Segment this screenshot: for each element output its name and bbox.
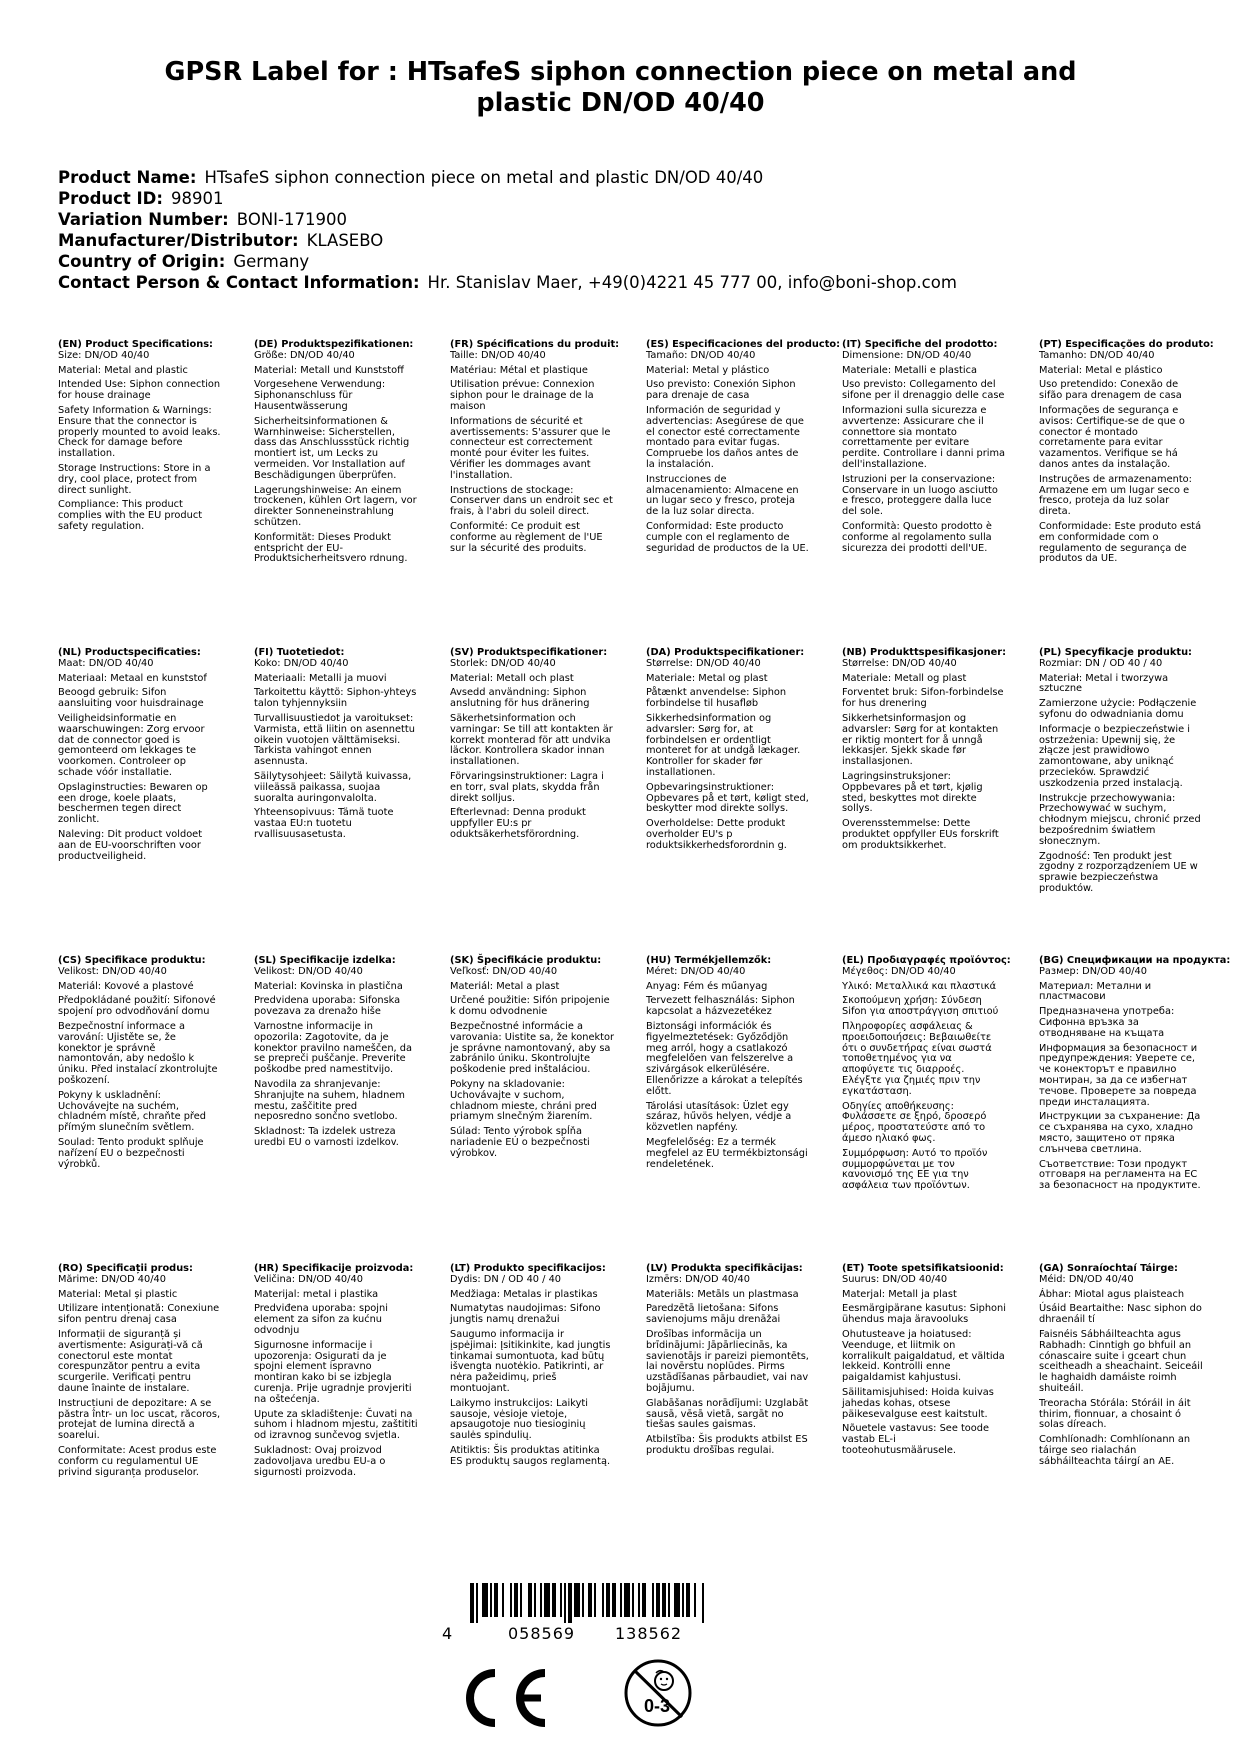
spec-section: [1039, 339, 1214, 569]
barcode-group-left: 058569: [508, 1624, 576, 1643]
spec-paragraph: Taille: DN/OD 40/40: [450, 349, 546, 361]
info-row: [58, 251, 1208, 272]
spec-paragraph: Material: Metall und Kunststoff: [254, 364, 404, 376]
spec-heading: (EL) Προδιαγραφές προϊόντος:: [842, 955, 1011, 966]
spec-section: [646, 648, 810, 856]
info-row: [58, 188, 1208, 209]
spec-paragraph: Saugumo informacija ir įspėjimai: Įsitikinkite, kad jungtis tinkamai sumontuota, kad būtų išvengta nuotėkio. Patikrinti, ar nėra pažeidimų, prieš montuojant.: [450, 1328, 611, 1394]
barcode-digit-first: 4: [442, 1624, 453, 1643]
barcode-bar: [534, 1583, 536, 1617]
spec-paragraph: Υλικό: Μεταλλικά και πλαστικά: [842, 980, 997, 992]
spec-paragraph: Sikkerhedsinformation og advarsler: Sørg for, at forbindelsen er ordentligt monteret for at undgå lækager. Kontroller for skader før installationen.: [646, 712, 801, 778]
spec-paragraph: Beoogd gebruik: Sifon aansluiting voor huisdrainage: [58, 687, 204, 710]
spec-paragraph: Safety Information & Warnings: Ensure that the connector is properly mounted to avoid leaks. Check for damage before installation.: [58, 404, 221, 460]
spec-paragraph: Lagringsinstruksjoner: Oppbevares på et tørt, kjølig sted, beskyttes mot direkte sollys.: [842, 770, 983, 815]
spec-paragraph: Izmērs: DN/OD 40/40: [646, 1273, 750, 1285]
barcode-bar: [574, 1583, 580, 1617]
spec-paragraph: Forventet bruk: Sifon-forbindelse for hus drenering: [842, 687, 1004, 710]
spec-paragraph: Opslaginstructies: Bewaren op een droge, koele plaats, beschermen tegen direct zonlicht.: [58, 781, 208, 826]
spec-paragraph: Informations de sécurité et avertissements: S'assurer que le connecteur est correctement monté pour éviter les fuites. Vérifier les dommages avant l'installation.: [450, 415, 611, 481]
spec-paragraph: Säilitamisjuhised: Hoida kuivas jahedas kohas, otsese päikesevalguse eest kaitstult.: [842, 1386, 994, 1420]
spec-paragraph: Nõuetele vastavus: See toode vastab EL-i tooteohutusmäärusele.: [842, 1423, 990, 1456]
spec-paragraph: Maat: DN/OD 40/40: [58, 657, 154, 669]
spec-paragraph: Velikost: DN/OD 40/40: [58, 965, 167, 977]
spec-heading: (SK) Špecifikácie produktu:: [450, 955, 602, 966]
spec-paragraph: Material: Metal y plástico: [646, 364, 770, 376]
spec-paragraph: Информация за безопасност и предупреждения: Уверете се, че конекторът е правилно монтиран, за да се избегнат течове. Проверете за повреда преди инсталацията.: [1039, 1042, 1198, 1108]
spec-paragraph: Storlek: DN/OD 40/40: [450, 657, 556, 669]
spec-paragraph: Biztonsági információk és figyelmeztetések: Győződjön meg arról, hogy a csatlakozó megfelelően van felszerelve a szivárgások elkerülésére. Ellenőrizze a károkat a telepítés előtt.: [646, 1020, 803, 1097]
barcode-bar: [594, 1583, 596, 1617]
spec-paragraph: Paredzētā lietošana: Sifons savienojums māju drenāžai: [646, 1303, 781, 1326]
spec-paragraph: Upute za skladištenje: Čuvati na suhom i hladnom mjestu, zaštititi od izravnog sunčevog svjetla.: [254, 1408, 418, 1442]
spec-paragraph: Conformidade: Este produto está em conformidade com o regulamento de segurança de produtos da UE.: [1039, 520, 1202, 565]
spec-paragraph: Overensstemmelse: Dette produktet oppfyller EUs forskrift om produktsikkerhet.: [842, 818, 999, 851]
spec-paragraph: Súlad: Tento výrobok spĺňa nariadenie EÚ o bezpečnosti výrobkov.: [450, 1126, 590, 1159]
spec-section: [450, 339, 620, 558]
spec-section: [58, 340, 222, 537]
info-row: [58, 230, 1208, 251]
spec-paragraph: Размер: DN/OD 40/40: [1039, 965, 1147, 977]
info-value: Germany: [233, 252, 310, 271]
info-row: [58, 272, 1208, 293]
barcode-bar: [606, 1583, 610, 1617]
spec-heading: (CS) Specifikace produktu:: [58, 955, 206, 966]
spec-paragraph: Größe: DN/OD 40/40: [254, 349, 355, 361]
barcode-bar: [602, 1583, 604, 1617]
spec-paragraph: Instrukcje przechowywania: Przechowywać w suchym, chłodnym miejscu, chronić przed bezpośrednim światłem słonecznym.: [1039, 792, 1201, 847]
spec-heading: (DA) Produktspecifikationer:: [646, 647, 805, 658]
spec-paragraph: Μέγεθος: DN/OD 40/40: [842, 965, 956, 977]
spec-paragraph: Soulad: Tento produkt splňuje nařízení EU o bezpečnosti výrobků.: [58, 1136, 204, 1170]
spec-paragraph: Uso previsto: Collegamento del sifone per il drenaggio delle case: [842, 379, 1005, 402]
not-for-children-0-3-icon: [622, 1657, 694, 1729]
spec-paragraph: Určené použitie: Sifón pripojenie k domu odvodnenie: [450, 995, 610, 1018]
spec-section: [1039, 648, 1203, 899]
spec-section: [254, 340, 418, 569]
info-label: Product Name:: [58, 168, 197, 187]
spec-paragraph: Instrucciones de almacenamiento: Almacene en un lugar seco y fresco, proteja de la luz solar directa.: [646, 473, 799, 518]
barcode-bar: [564, 1583, 566, 1623]
spec-section: [842, 340, 1006, 558]
spec-paragraph: Predviđena uporaba: spojni element za sifon za kućnu odvodnju: [254, 1303, 388, 1336]
spec-paragraph: Faisnéis Sábháilteachta agus Rabhadh: Cinntigh go bhfuil an cónascaire suite i gceart chun sceitheadh a sheachaint. Seiceáil le haghaidh damáiste roimh shuiteáil.: [1039, 1328, 1203, 1394]
spec-heading: (GA) Sonraíochtaí Táirge:: [1039, 1263, 1178, 1274]
ce-mark-icon: [455, 1667, 555, 1729]
spec-paragraph: Materiale: Metalli e plastica: [842, 364, 977, 376]
spec-paragraph: Megfelelőség: Ez a termék megfelel az EU termékbiztonsági rendeletének.: [646, 1136, 808, 1170]
spec-heading: (FI) Tuotetiedot:: [254, 647, 345, 658]
spec-paragraph: Instructions de stockage: Conserver dans un endroit sec et frais, à l'abri du soleil direct.: [450, 484, 613, 518]
specification-grid: [58, 340, 1241, 1572]
barcode-bar: [682, 1583, 684, 1617]
spec-paragraph: Sigurnosne informacije i upozorenja: Osigurati da je spojni element ispravno montiran kako bi se izbjegla curenja. Prije ugradnje provjeriti na oštećenja.: [254, 1339, 412, 1405]
info-label: Manufacturer/Distributor:: [58, 231, 299, 250]
spec-paragraph: Predvidena uporaba: Sifonska povezava za drenažo hiše: [254, 995, 401, 1018]
spec-paragraph: Pokyny k uskladnění: Uchovávejte na suchém, chladném místě, chraňte před přímým slunečním světlem.: [58, 1089, 206, 1134]
info-value: 98901: [170, 189, 224, 208]
spec-paragraph: Material: Metall och plast: [450, 672, 574, 684]
svg-text:0-3: 0-3: [644, 1696, 671, 1716]
spec-paragraph: Sicherheitsinformationen & Warnhinweise: Sicherstellen, dass das Anschlussstück richtig montiert ist, um Lecks zu vermeiden. Vor Installation auf Beschädigungen überprüfen.: [254, 415, 410, 481]
spec-paragraph: Ohutusteave ja hoiatused: Veenduge, et liitmik on korralikult paigaldatud, et vältida lekkeid. Kontrolli enne paigaldamist kahjustusi.: [842, 1328, 1005, 1384]
barcode-bar: [638, 1583, 640, 1617]
spec-section: [842, 648, 1006, 856]
spec-heading: (RO) Specificații produs:: [58, 1263, 193, 1274]
spec-paragraph: Conformità: Questo prodotto è conforme al regolamento sulla sicurezza dei prodotti dell'UE.: [842, 520, 992, 554]
barcode-bar: [642, 1583, 646, 1617]
spec-heading: (PL) Specyfikacje produktu:: [1039, 647, 1192, 658]
spec-paragraph: Istruzioni per la conservazione: Conservare in un luogo asciutto e fresco, proteggere dalla luce del sole.: [842, 473, 998, 518]
spec-paragraph: Información de seguridad y advertencias: Asegúrese de que el conector esté correctamente montado para evitar fugas. Compruebe los daños antes de la instalación.: [646, 404, 804, 470]
spec-paragraph: Informacje o bezpieczeństwie i ostrzeżenia: Upewnij się, że złącze jest prawidłowo zamontowane, aby uniknąć przecieków. Sprawdzić uszkodzenia przed instalacją.: [1039, 723, 1190, 789]
info-value: Hr. Stanislav Maer, +49(0)4221 45 777 00, info@boni-shop.com: [427, 273, 957, 292]
spec-paragraph: Предназначена употреба: Сифонна връзка за отводняване на къщата: [1039, 1006, 1175, 1039]
barcode-bar: [470, 1583, 474, 1623]
barcode-group-right: 138562: [615, 1624, 683, 1643]
barcode-bar: [528, 1583, 532, 1617]
spec-heading: (EN) Product Specifications:: [58, 339, 213, 350]
spec-paragraph: Size: DN/OD 40/40: [58, 349, 150, 361]
spec-paragraph: Pokyny na skladovanie: Uchovávajte v suchom, chladnom mieste, chráni pred priamym slnečným žiarením.: [450, 1078, 597, 1123]
spec-paragraph: Intended Use: Siphon connection for house drainage: [58, 379, 221, 402]
spec-paragraph: Dimensione: DN/OD 40/40: [842, 349, 972, 361]
spec-heading: (DE) Produktspezifikationen:: [254, 339, 414, 350]
spec-paragraph: Méid: DN/OD 40/40: [1039, 1273, 1134, 1285]
spec-paragraph: Glabāšanas norādījumi: Uzglabāt sausā, vēsā vietā, sargāt no tiešas saules gaismas.: [646, 1397, 809, 1431]
spec-paragraph: Předpokládané použití: Sifonové spojení pro odvodňování domu: [58, 995, 216, 1018]
spec-heading: (LV) Produkta specifikācijas:: [646, 1263, 803, 1274]
spec-paragraph: Anyag: Fém és műanyag: [646, 980, 768, 992]
spec-paragraph: Efterlevnad: Denna produkt uppfyller EU:s pr oduktsäkerhetsförordning.: [450, 807, 586, 840]
spec-paragraph: Material: Kovinska in plastična: [254, 980, 403, 992]
spec-paragraph: Dydis: DN / OD 40 / 40: [450, 1273, 562, 1285]
spec-paragraph: Atbilstība: Šis produkts atbilst ES produktu drošības regulai.: [646, 1434, 808, 1456]
spec-paragraph: Størrelse: DN/OD 40/40: [842, 657, 957, 669]
spec-paragraph: Инструкции за съхранение: Да се съхранява на сухо, хладно място, защитено от пряка слънчева светлина.: [1039, 1111, 1201, 1155]
barcode-bar: [568, 1583, 572, 1623]
spec-paragraph: Materjal: Metall ja plast: [842, 1288, 957, 1300]
spec-paragraph: Vorgesehene Verwendung: Siphonanschluss für Hausentwässerung: [254, 379, 386, 412]
spec-paragraph: Veľkosť: DN/OD 40/40: [450, 965, 558, 977]
spec-paragraph: Overholdelse: Dette produkt overholder EU's p roduktsikkerhedsforordnin g.: [646, 818, 787, 851]
spec-paragraph: Laikymo instrukcijos: Laikyti sausoje, vėsioje vietoje, apsaugotoje nuo tiesioginių saulės spindulių.: [450, 1397, 588, 1442]
spec-paragraph: Materiale: Metall og plast: [842, 672, 967, 684]
barcode-bar: [490, 1583, 492, 1617]
spec-section: [254, 956, 418, 1153]
spec-paragraph: Materiaali: Metalli ja muovi: [254, 672, 387, 684]
spec-paragraph: Velikost: DN/OD 40/40: [254, 965, 363, 977]
spec-section: [646, 339, 841, 558]
barcode-bar: [560, 1583, 562, 1617]
spec-paragraph: Conformitate: Acest produs este conform cu regulamentul UE privind siguranța produselor.: [58, 1444, 217, 1478]
barcode-bar: [540, 1583, 542, 1617]
info-value: BONI-171900: [236, 210, 347, 229]
spec-paragraph: Instruções de armazenamento: Armazene em um lugar seco e fresco, proteja da luz solar direta.: [1039, 473, 1192, 518]
spec-section: [58, 956, 222, 1174]
spec-heading: (ET) Toote spetsifikatsioonid:: [842, 1263, 1004, 1274]
spec-paragraph: Zamierzone użycie: Podłączenie syfonu do odwadniania domu: [1039, 698, 1197, 720]
barcode-bar: [494, 1583, 498, 1617]
spec-paragraph: Atitiktis: Šis produktas atitinka ES produktų saugos reglamentą.: [450, 1444, 611, 1467]
spec-section: [842, 955, 1011, 1196]
spec-paragraph: Utilisation prévue: Connexion siphon pour le drainage de la maison: [450, 379, 595, 412]
barcode-bar: [686, 1583, 690, 1617]
spec-paragraph: Varnostne informacije in opozorila: Zagotovite, da je konektor pravilno nameščen, da se prepreči puščanje. Preverite poškodbe pred namestitvijo.: [254, 1020, 412, 1076]
spec-paragraph: Zgodność: Ten produkt jest zgodny z rozporządzeniem UE w sprawie bezpieczeństwa produktów.: [1039, 850, 1198, 894]
barcode-bar: [612, 1583, 616, 1617]
spec-paragraph: Rozmiar: DN / OD 40 / 40: [1039, 657, 1163, 669]
spec-row: [58, 956, 1241, 1264]
spec-paragraph: Material: Metal e plástico: [1039, 364, 1163, 376]
spec-section: [842, 1264, 1006, 1461]
spec-section: [1039, 955, 1231, 1196]
spec-paragraph: Säkerhetsinformation och varningar: Se till att kontakten är korrekt monterad för att undvika läckor. Kontrollera skador innan installationen.: [450, 712, 613, 768]
spec-paragraph: Tamanho: DN/OD 40/40: [1039, 349, 1155, 361]
spec-section: [58, 1264, 222, 1482]
spec-paragraph: Påtænkt anvendelse: Siphon forbindelse til husafløb: [646, 687, 787, 710]
barcode-bar: [620, 1583, 622, 1617]
spec-heading: (ES) Especificaciones del producto:: [646, 339, 841, 350]
barcode-bar: [582, 1583, 584, 1617]
spec-paragraph: Materiāls: Metāls un plastmasa: [646, 1288, 799, 1300]
spec-paragraph: Bezpečnostní informace a varování: Ujistěte se, že konektor je správně namontován, aby nedošlo k úniku. Před instalací zkontrolujte poškození.: [58, 1020, 218, 1086]
barcode-bar: [588, 1583, 592, 1617]
barcode-bar: [674, 1583, 680, 1617]
spec-paragraph: Veličina: DN/OD 40/40: [254, 1273, 363, 1285]
spec-paragraph: Uso previsto: Conexión Siphon para drenaje de casa: [646, 379, 796, 402]
info-row: [58, 209, 1208, 230]
spec-paragraph: Materiál: Metal a plast: [450, 980, 560, 992]
spec-paragraph: Förvaringsinstruktioner: Lagra i en torr, sval plats, skydda från direkt solljus.: [450, 770, 604, 804]
spec-paragraph: Informações de segurança e avisos: Certifique-se de que o conector é montado corretamente para evitar vazamentos. Verifique se há danos antes da instalação.: [1039, 404, 1185, 470]
spec-section: [1039, 1264, 1203, 1472]
info-value: KLASEBO: [306, 231, 384, 250]
spec-paragraph: Материал: Метални и пластмасови: [1039, 980, 1152, 1003]
spec-paragraph: Materiaal: Metaal en kunststof: [58, 672, 207, 684]
barcode-bar: [632, 1583, 634, 1617]
spec-paragraph: Storage Instructions: Store in a dry, cool place, protect from direct sunlight.: [58, 462, 211, 496]
spec-heading: (NB) Produkttspesifikasjoner:: [842, 647, 1006, 658]
barcode-bar: [702, 1583, 704, 1623]
spec-section: [58, 648, 222, 866]
spec-paragraph: Uso pretendido: Conexão de sifão para drenagem de casa: [1039, 379, 1182, 402]
spec-heading: (HU) Termékjellemzők:: [646, 955, 772, 966]
info-row: [58, 167, 1208, 188]
info-label: Variation Number:: [58, 210, 229, 229]
barcode-bar: [624, 1583, 630, 1617]
spec-section: [450, 648, 614, 845]
barcode-bar: [520, 1583, 522, 1617]
spec-paragraph: Materiale: Metal og plast: [646, 672, 768, 684]
spec-heading: (NL) Productspecificaties:: [58, 647, 201, 658]
spec-paragraph: Materijal: metal i plastika: [254, 1288, 379, 1300]
spec-paragraph: Konformität: Dieses Produkt entspricht der EU-Produktsicherheitsvero rdnung.: [254, 531, 408, 565]
spec-paragraph: Opbevaringsinstruktioner: Opbevares på et tørt, køligt sted, beskytter mod direkte sollys.: [646, 781, 809, 815]
spec-paragraph: Matériau: Métal et plastique: [450, 364, 588, 376]
spec-paragraph: Material: Metal și plastic: [58, 1288, 178, 1300]
spec-paragraph: Sikkerhetsinformasjon og advarsler: Sørg for at kontakten er riktig montert for å unngå lekkasjer. Sjekk skade før installasjonen.: [842, 712, 999, 768]
spec-section: [646, 1264, 810, 1461]
page-title: GPSR Label for : HTsafeS siphon connection piece on metal and plastic DN/OD 40/40: [164, 57, 1077, 118]
barcode-bar: [502, 1583, 504, 1617]
spec-heading: (IT) Specifiche del prodotto:: [842, 339, 998, 350]
barcode-bar: [656, 1583, 660, 1617]
spec-paragraph: Compliance: This product complies with the EU product safety regulation.: [58, 499, 203, 532]
spec-paragraph: Numatytas naudojimas: Sifono jungtis namų drenažui: [450, 1303, 601, 1326]
barcode-bar: [652, 1583, 654, 1617]
spec-paragraph: Drošības informācija un brīdinājumi: Jāpārliecinās, ka savienotājs ir pareizi piemontēts, lai novērstu noplūdes. Pirms uzstādīšanas pārbaudiet, vai nav bojājumu.: [646, 1328, 809, 1394]
spec-paragraph: Eesmärgipärane kasutus: Siphoni ühendus maja äravooluks: [842, 1303, 1006, 1326]
spec-heading: (PT) Especificações do produto:: [1039, 339, 1214, 350]
spec-section: [646, 956, 810, 1174]
spec-paragraph: Medžiaga: Metalas ir plastikas: [450, 1288, 598, 1300]
spec-paragraph: Turvallisuustiedot ja varoitukset: Varmista, että liitin on asennettu oikein vuotojen välttämiseksi. Tarkista vahingot ennen asennusta.: [254, 712, 415, 768]
spec-paragraph: Conformité: Ce produit est conforme au règlement de l'UE sur la sécurité des produits.: [450, 520, 603, 554]
spec-heading: (HR) Specifikacije proizvoda:: [254, 1263, 414, 1274]
spec-paragraph: Tamaño: DN/OD 40/40: [646, 349, 756, 361]
spec-paragraph: Materiał: Metal i tworzywa sztuczne: [1039, 672, 1169, 695]
spec-paragraph: Tervezett felhasználás: Siphon kapcsolat a házvezetékez: [646, 995, 795, 1018]
spec-section: [254, 648, 418, 845]
spec-paragraph: Instrucțiuni de depozitare: A se păstra într- un loc uscat, răcoros, protejat de lumina directă a soarelui.: [58, 1397, 221, 1442]
spec-paragraph: Συμμόρφωση: Αυτό το προϊόν συμμορφώνεται με τον κανονισμό της ΕΕ για την ασφάλεια των προϊόντων.: [842, 1147, 988, 1192]
spec-heading: (FR) Spécifications du produit:: [450, 339, 620, 350]
info-label: Contact Person & Contact Information:: [58, 273, 420, 292]
spec-paragraph: Utilizare intenționată: Conexiune sifon pentru drenaj casa: [58, 1303, 220, 1326]
spec-paragraph: Sukladnost: Ovaj proizvod zadovoljava uredbu EU-a o sigurnosti proizvoda.: [254, 1444, 386, 1478]
spec-paragraph: Skladnost: Ta izdelek ustreza uredbi EU o varnosti izdelkov.: [254, 1126, 399, 1148]
spec-heading: (LT) Produkto specifikacijos:: [450, 1263, 606, 1274]
spec-paragraph: Informazioni sulla sicurezza e avvertenze: Assicurare che il connettore sia montato correttamente per evitare perdite. Controllare i danni prima dell'installazione.: [842, 404, 1006, 470]
info-label: Product ID:: [58, 189, 163, 208]
spec-paragraph: Avsedd användning: Siphon anslutning för hus dränering: [450, 687, 590, 710]
spec-paragraph: Material: Metal and plastic: [58, 364, 188, 376]
ean-barcode: [470, 1583, 710, 1623]
spec-paragraph: Informații de siguranță și avertismente: Asigurați-vă că conectorul este montat corespunzător pentru a evita scurgerile. Verificați pentru daune înainte de instalare.: [58, 1328, 203, 1394]
spec-paragraph: Οδηγίες αποθήκευσης: Φυλάσσετε σε ξηρό, δροσερό μέρος, προστατεύστε από το άμεσο ηλιακό φως.: [842, 1100, 987, 1144]
spec-paragraph: Conformidad: Este producto cumple con el reglamento de seguridad de productos de la UE.: [646, 520, 809, 554]
spec-paragraph: Bezpečnostné informácie a varovania: Uistite sa, že konektor je správne namontovaný, aby sa zabránilo úniku. Skontrolujte poškodenie pred inštaláciou.: [450, 1020, 615, 1076]
spec-paragraph: Säilytysohjeet: Säilytä kuivassa, viileässä paikassa, suojaa suoralta auringonvalolta.: [254, 770, 412, 804]
spec-paragraph: Suurus: DN/OD 40/40: [842, 1273, 948, 1285]
spec-heading: (SV) Produktspecifikationer:: [450, 647, 608, 658]
spec-paragraph: Naleving: Dit product voldoet aan de EU-voorschriften voor productveiligheid.: [58, 828, 203, 862]
barcode-bar: [544, 1583, 550, 1617]
spec-paragraph: Úsáid Beartaithe: Nasc siphon do dhraenáil tí: [1039, 1303, 1202, 1326]
barcode-bar: [668, 1583, 670, 1617]
spec-paragraph: Tárolási utasítások: Üzlet egy száraz, hűvös helyen, védje a közvetlen napfény.: [646, 1100, 792, 1134]
barcode-bar: [514, 1583, 518, 1617]
barcode-bar: [510, 1583, 512, 1617]
spec-paragraph: Treoracha Stórála: Stóráil in áit thirim, fionnuar, a chosaint ó solas díreach.: [1039, 1397, 1191, 1431]
spec-section: [450, 956, 614, 1164]
spec-paragraph: Lagerungshinweise: An einem trockenen, kühlen Ort lagern, vor direkter Sonneneinstrahlung schützen.: [254, 484, 417, 528]
spec-paragraph: Yhteensopivuus: Tämä tuote vastaa EU:n tuotetu rvallisuusasetusta.: [254, 807, 394, 840]
spec-row: [58, 648, 1241, 956]
spec-paragraph: Πληροφορίες ασφάλειας & προειδοποιήσεις: Βεβαιωθείτε ότι ο συνδετήρας είναι σωστά τοποθετημένος για να αποφύγετε τις διαρροές. Ελέγξτε για ζημιές πριν την εγκατάσταση.: [842, 1020, 992, 1097]
spec-paragraph: Σκοπούμενη χρήση: Σύνδεση Sifon για αποστράγγιση σπιτιού: [842, 995, 999, 1018]
spec-paragraph: Comhlíonadh: Comhlíonann an táirge seo rialachán sábháilteachta táirgí an AE.: [1039, 1434, 1191, 1467]
spec-heading: (BG) Спецификации на продукта:: [1039, 955, 1231, 966]
spec-paragraph: Koko: DN/OD 40/40: [254, 657, 349, 669]
spec-heading: (SL) Specifikacije izdelka:: [254, 955, 396, 966]
spec-section: [450, 1264, 614, 1472]
info-label: Country of Origin:: [58, 252, 226, 271]
spec-row: [58, 340, 1241, 648]
spec-paragraph: Ábhar: Miotal agus plaisteach: [1039, 1288, 1185, 1300]
spec-paragraph: Съответствие: Този продукт отговаря на регламента на ЕС за безопасност на продуктите.: [1039, 1158, 1201, 1192]
spec-paragraph: Méret: DN/OD 40/40: [646, 965, 746, 977]
info-value: HTsafeS siphon connection piece on metal and plastic DN/OD 40/40: [204, 168, 764, 187]
barcode-bar: [476, 1583, 478, 1623]
spec-row: [58, 1264, 1241, 1572]
spec-paragraph: Materiál: Kovové a plastové: [58, 980, 194, 992]
barcode-bar: [662, 1583, 666, 1617]
barcode-bar: [694, 1583, 696, 1617]
product-info: [58, 167, 1208, 293]
barcode-bar: [552, 1583, 556, 1617]
spec-paragraph: Veiligheidsinformatie en waarschuwingen: Zorg ervoor dat de connector goed is gemonteerd om lekkages te voorkomen. Controleer op schade vóór installatie.: [58, 712, 205, 778]
spec-paragraph: Navodila za shranjevanje: Shranjujte na suhem, hladnem mestu, zaščitite pred neposredno sončno svetlobo.: [254, 1078, 405, 1123]
spec-paragraph: Størrelse: DN/OD 40/40: [646, 657, 761, 669]
spec-paragraph: Tarkoitettu käyttö: Siphon-yhteys talon tyhjennyksiin: [254, 687, 417, 710]
spec-section: [254, 1264, 418, 1482]
spec-paragraph: Mărime: DN/OD 40/40: [58, 1273, 166, 1285]
barcode-bar: [482, 1583, 488, 1617]
